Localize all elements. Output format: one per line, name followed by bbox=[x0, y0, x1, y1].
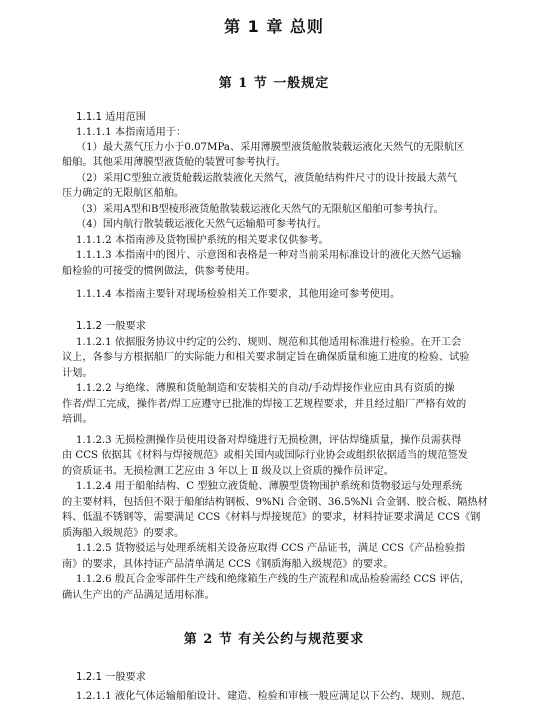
paragraph-line: 质海船入级规范》的要求。 bbox=[62, 528, 185, 539]
paragraph-line: 由 CCS 依据其《材料与焊接规范》或相关国内或国际行业协会或组织依据适当的规范签发 bbox=[62, 450, 468, 461]
paragraph-line: 的资质证书。无损检测工艺应由 3 年以上 Ⅱ 级及以上资质的操作员评定。 bbox=[62, 466, 394, 477]
paragraph-line: 1.1.1.1 本指南适用于： bbox=[76, 127, 187, 138]
section-1-title: 第 1 节 一般规定 bbox=[218, 76, 330, 91]
paragraph-line: 船舶。其他采用薄膜型液货舱的装置可参考执行。 bbox=[62, 157, 287, 168]
paragraph-line: 1.1.1.2 本指南涉及货物围护系统的相关要求仅供参考。 bbox=[76, 235, 329, 246]
section-2-title: 第 2 节 有关公约与规范要求 bbox=[183, 632, 365, 647]
paragraph-line: 1.1.2.1 依据服务协议中约定的公约、规则、规范和其他适用标准进行检验。在开工会 bbox=[76, 337, 462, 348]
paragraph-line: 的主要材料，包括但不限于船舶结构钢板、9%Ni 合金钢、36.5%Ni 合金钢、胶合板、隔热材 bbox=[62, 497, 488, 508]
paragraph-line: 料、低温不锈钢等，需要满足 CCS《材料与焊接规范》的要求，材料持证要求满足 CCS《钢 bbox=[62, 512, 481, 523]
paragraph-line: 1.1.2.2 与绝缘、薄膜和货舱制造和安装相关的自动/手动焊接作业应由具有资质的操 bbox=[76, 383, 455, 394]
paragraph-line: 1.1.1.4 本指南主要针对现场检验相关工作要求，其他用途可参考使用。 bbox=[76, 289, 401, 300]
paragraph-line: 1.1.2.4 用于船舶结构、C 型独立液货舱、薄膜型货物围护系统和货物驳运与处理系统 bbox=[76, 481, 463, 492]
paragraph-line: 确认生产出的产品满足适用标准。 bbox=[62, 590, 215, 601]
paragraph-line: 培训。 bbox=[62, 414, 93, 425]
paragraph-line: 1.1.2.3 无损检测操作员使用设备对焊缝进行无损检测，评估焊缝质量，操作员需获得 bbox=[76, 435, 462, 446]
paragraph-line: （1）最大蒸气压力小于0.07MPa、采用薄膜型液货舱散装载运液化天然气的无限航区 bbox=[76, 142, 465, 153]
paragraph-line: 1.1.2.6 殷瓦合金零部件生产线和绝缘箱生产线的生产流程和成品检验需经 CCS 评估， bbox=[76, 574, 470, 585]
paragraph-line: （3）采用A型和B型棱形液货舱散装载运液化天然气的无限航区船舶可参考执行。 bbox=[76, 204, 444, 215]
paragraph-line: 压力确定的无限航区船舶。 bbox=[62, 188, 185, 199]
paragraph-line: 计划。 bbox=[62, 368, 93, 379]
paragraph-line: （4）国内航行散装载运液化天然气运输船可参考执行。 bbox=[76, 219, 327, 230]
paragraph-line: 1.2.1.1 液化气体运输船舶设计、建造、检验和审核一般应满足以下公约、规则、规范、 bbox=[76, 691, 472, 702]
paragraph-line: 南》的要求，具体持证产品清单满足 CCS《钢质海船入级规范》的要求。 bbox=[62, 559, 394, 570]
paragraph-line: 1.1.2.5 货物驳运与处理系统相关设备应取得 CCS 产品证书，满足 CCS《产品检验指 bbox=[76, 543, 466, 554]
paragraph-line: 作者/焊工完成，操作者/焊工应遵守已批准的焊接工艺规程要求，并且经过船厂严格有效的 bbox=[62, 399, 467, 410]
chapter-title: 第 1 章 总则 bbox=[224, 17, 324, 36]
paragraph-line: 议上，各参与方根据船厂的实际能力和相关要求制定旨在确保质量和施工进度的检验、试验 bbox=[62, 352, 470, 363]
paragraph-line: 船检验的可接受的惯例做法，供参考使用。 bbox=[62, 266, 256, 277]
clause-heading: 1.2.1 一般要求 bbox=[76, 672, 146, 683]
clause-heading: 1.1.1 适用范围 bbox=[76, 112, 146, 123]
paragraph-line: 1.1.1.3 本指南中的图片、示意图和表格是一种对当前采用标准设计的液化天然气运输 bbox=[76, 250, 462, 261]
clause-heading: 1.1.2 一般要求 bbox=[76, 321, 146, 332]
paragraph-line: （2）采用C型独立液货舱载运散装液化天然气，液货舱结构件尺寸的设计按最大蒸气 bbox=[76, 173, 458, 184]
